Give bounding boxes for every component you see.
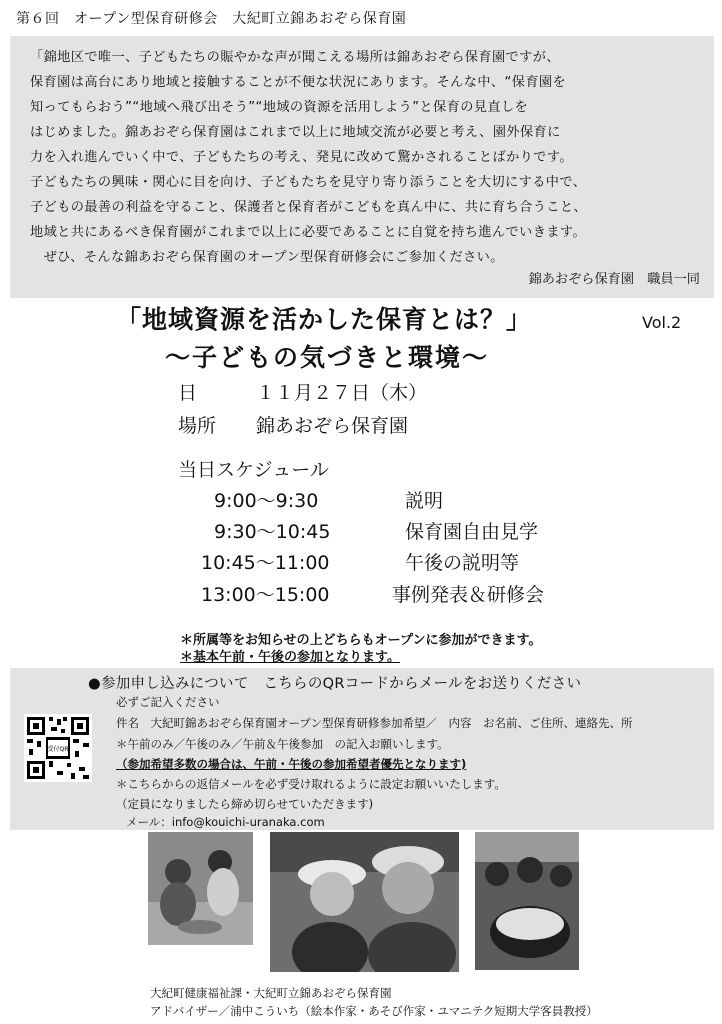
application-line: （参加希望多数の場合は、午前・午後の参加希望者優先となります) — [116, 757, 467, 771]
intro-line: 保育園は高台にあり地域と接触することが不便な状況にあります。そんな中、“保育園を — [30, 75, 567, 90]
intro-line: 「錦地区で唯一、子どもたちの賑やかな声が聞こえる場所は錦あおぞら保育園ですが、 — [30, 50, 560, 65]
intro-line: 子どもたちの興味・関心に目を向け、子どもたちを見守り寄り添うことを大切にする中で、 — [30, 175, 587, 190]
date-label: 日 — [178, 382, 198, 404]
contact-email[interactable]: メール：info@kouichi-uranaka.com — [126, 815, 325, 829]
application-line: 必ずご記入ください — [116, 695, 220, 709]
schedule-time: 9:00～9:30 — [214, 490, 319, 512]
intro-signature: 錦あおぞら保育園 職員一同 — [528, 272, 700, 287]
note-open-participation: ＊所属等をお知らせの上どちらもオープンに参加ができます。 — [180, 633, 542, 648]
qr-label: 受付QR — [47, 746, 69, 753]
intro-line: 子どもの最善の利益を守ること、保護者と保育者がこどもを真ん中に、共に育ち合うこと、 — [30, 200, 588, 215]
intro-message-box — [10, 36, 714, 298]
application-line: ＊午前のみ／午後のみ／午前＆午後参加 の記入お願いします。 — [116, 737, 449, 751]
date-value: １１月２７日（木） — [256, 382, 428, 404]
application-line: 件名 大紀町錦あおぞら保育園オープン型保育研修参加希望／ 内容 お名前、ご住所、連絡先、所 — [116, 716, 633, 730]
application-line: ＊こちらからの返信メールを必ず受け取れるように設定お願いいたします。 — [116, 777, 506, 791]
photo-children-pot — [475, 832, 579, 970]
event-subtitle: ～子どもの気づきと環境～ — [165, 343, 490, 372]
application-line: （定員になりましたら締め切らせていただきます) — [116, 797, 374, 811]
schedule-time: 9:30～10:45 — [214, 521, 331, 543]
event-volume: Vol.2 — [642, 313, 682, 332]
photo-children-sand — [148, 832, 253, 945]
organizer-header: 第６回 オープン型保育研修会 大紀町立錦あおぞら保育園 — [16, 11, 407, 27]
footer-advisor: アドバイザー／浦中こういち（絵本作家・あそび作家・ユマニテク短期大学客員教授） — [150, 1004, 598, 1018]
schedule-time: 13:00～15:00 — [201, 584, 330, 606]
schedule-item: 保育園自由見学 — [405, 521, 539, 543]
photo-children-hats — [270, 832, 459, 972]
schedule-time: 10:45～11:00 — [201, 552, 330, 574]
intro-line: ぜひ、そんな錦あおぞら保育園のオープン型保育研修会にご参加ください。 — [30, 250, 504, 265]
place-value: 錦あおぞら保育園 — [256, 415, 409, 437]
schedule-item: 午後の説明等 — [405, 552, 520, 574]
application-heading: ●参加申し込みについて こちらのQRコードからメールをお送りください — [88, 676, 582, 692]
note-am-pm: ＊基本午前・午後の参加となります。 — [180, 650, 400, 665]
event-title: 「地域資源を活かした保育とは？」 — [116, 305, 533, 334]
intro-line: 地域と共にあるべき保育園がこれまで以上に必要であることに自覚を持ち進んでいきます。 — [30, 225, 587, 240]
schedule-title: 当日スケジュール — [178, 459, 329, 481]
qr-code[interactable] — [24, 714, 92, 782]
intro-line: 力を入れ進んでいく中で、子どもたちの考え、発見に改めて驚かされることばかりです。 — [30, 150, 573, 165]
place-label: 場所 — [178, 415, 217, 437]
schedule-item: 事例発表＆研修会 — [392, 584, 545, 606]
intro-line: はじめました。錦あおぞら保育園はこれまで以上に地域交流が必要と考え、園外保育に — [30, 125, 561, 140]
schedule-item: 説明 — [405, 490, 444, 512]
intro-line: 知ってもらおう”“地域へ飛び出そう”“地域の資源を活用しよう”と保育の見直しを — [30, 100, 529, 115]
footer-organizers: 大紀町健康福祉課・大紀町立錦あおぞら保育園 — [150, 986, 392, 1000]
